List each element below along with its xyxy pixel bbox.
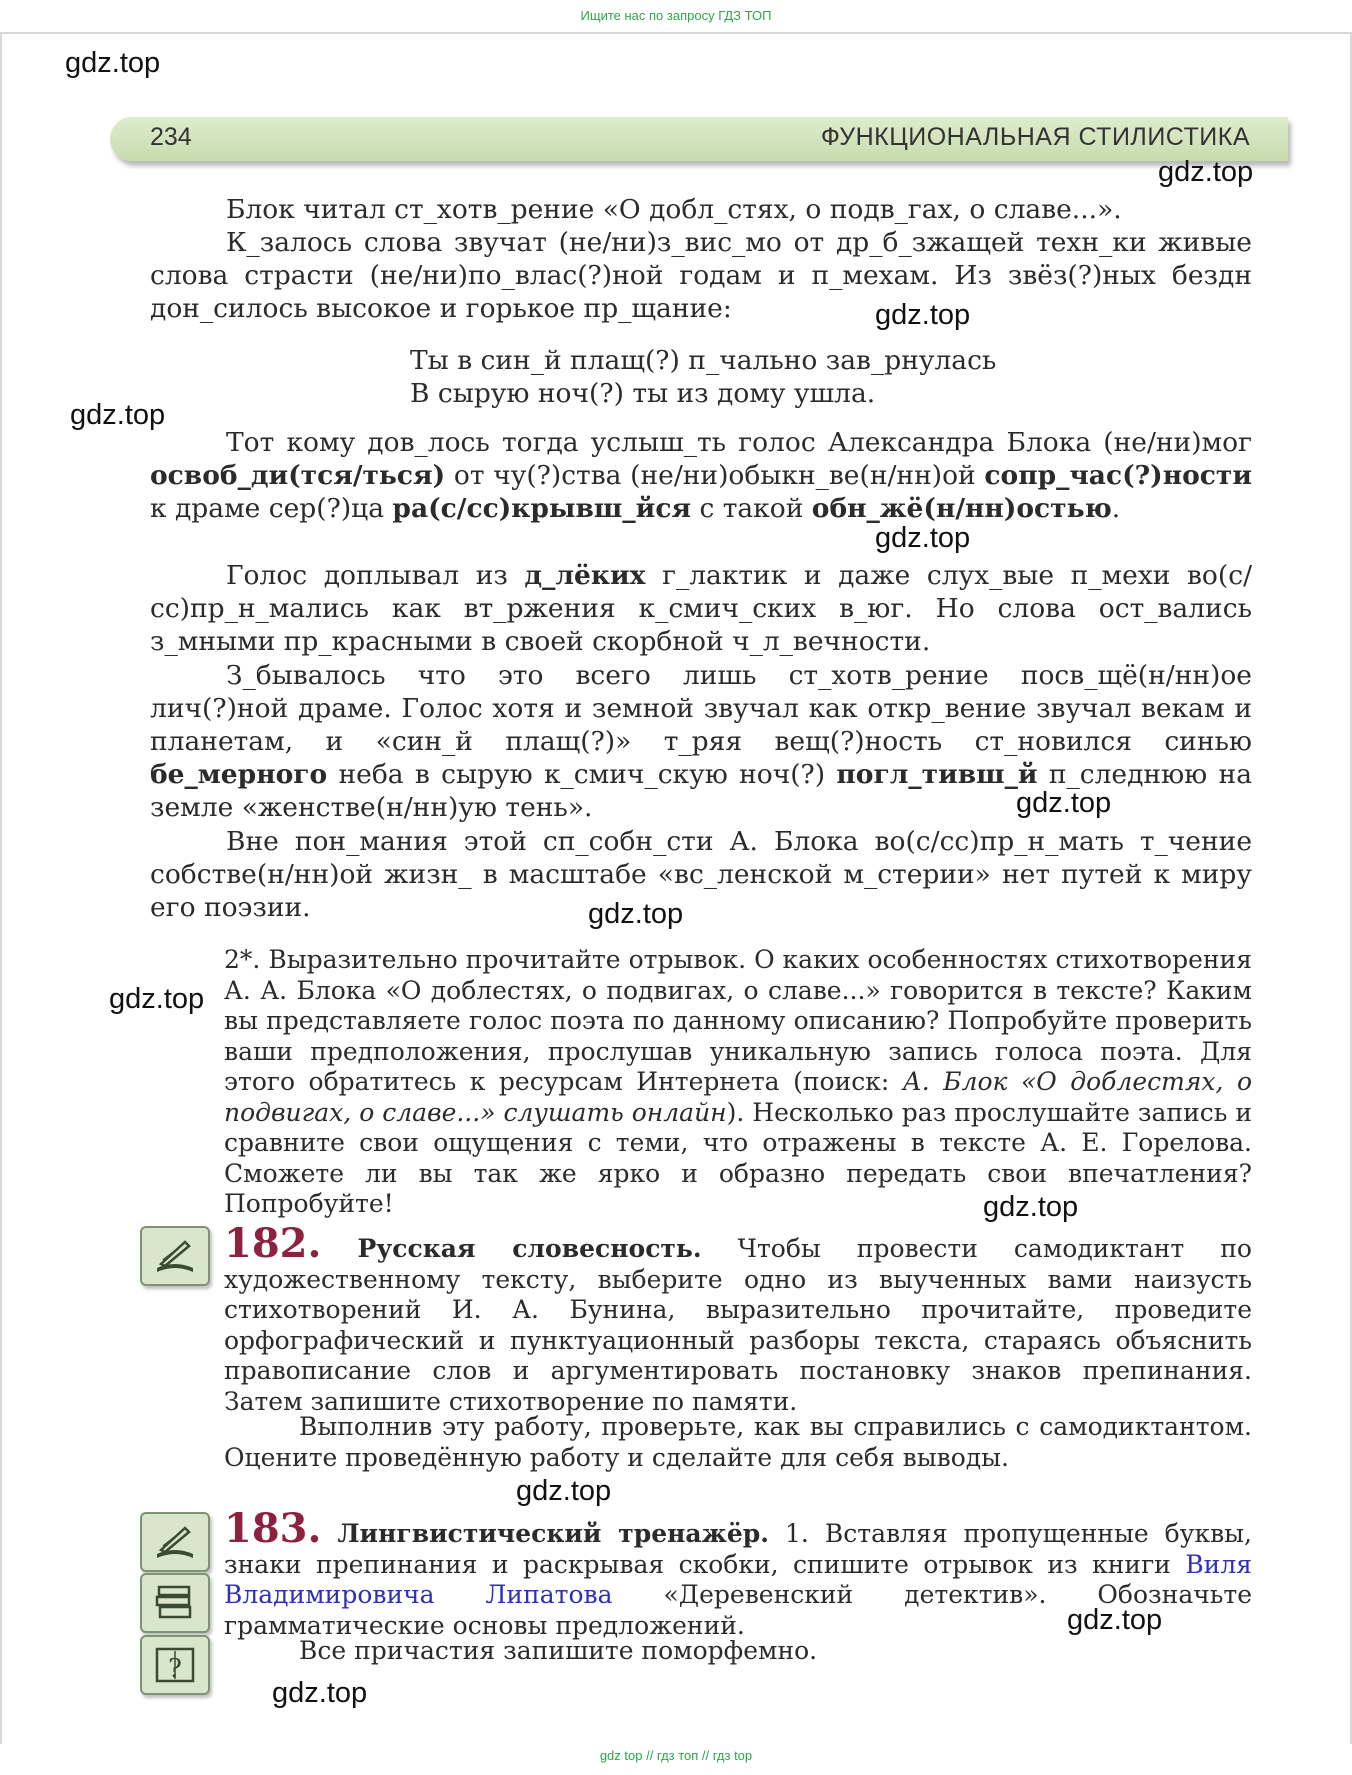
task-2: 2*. Выразительно прочитайте отрывок. О каких особенностях стихотворения А. А. Блока «О доблестях, о подвигах, о славе...» говорится в тексте? Каким вы представляете голос поэта по данному описанию? Попробуйте проверить ваши предположения, прослушав уникальную запись голоса поэта. Для этого обратитесь к ресурсам Интернета (поиск: А. Блок «О доблестях, о подвигах, о славе...» слушать онлайн). Несколько раз прослушайте запись и сравните свои ощущения с теми, что отражены в тексте А. Е. Горелова. Сможете ли вы так же ярко и образно передать свои впечатления? Попробуйте! (224, 945, 1252, 1218)
divider (0, 32, 1352, 34)
page-title: ФУНКЦИОНАЛЬНАЯ СТИЛИСТИКА (820, 123, 1250, 151)
watermark: gdz.top (1158, 156, 1254, 188)
watermark: gdz.top (65, 47, 161, 79)
exercise-183: 183. Лингвистический тренажёр. 1. Вставляя пропущенные буквы, знаки препинания и раскрывая скобки, спишите отрывок из книги Виля Владимировича Липатова «Деревенский детектив». Обозначьте грамматические основы предложений. (224, 1505, 1252, 1640)
watermark: gdz.top (272, 1677, 368, 1709)
text-paragraph: Вне пон_мания этой сп_собн_сти А. Блока во(с/сс)пр_н_мать т_чение собстве(н/нн)ой жизн_ в масштабе «вс_ленской м_стерии» нет путей к миру его поэзии. (150, 826, 1252, 923)
page-header (110, 117, 1288, 161)
text-paragraph: Тот кому дов_лось тогда услыш_ть голос Александра Блока (не/ни)мог освоб_ди(тся/ться) от чу(?)ства (не/ни)обыкн_ве(н/нн)ой сопр_час(?)ности к драме сер(?)ца ра(с/сс)крывш_йся с такой обн_жё(н/нн)остью. (150, 427, 1252, 524)
watermark: gdz.top (875, 299, 971, 331)
page-number: 234 (150, 123, 192, 151)
text-paragraph: К_залось слова звучат (не/ни)з_вис_мо от др_б_зжащей техн_ки живые слова страсти (не/ни)по_влас(?)ной годам и п_мехам. Из звёз(?)ных бездн дон_силось высокое и горькое пр_щание: (150, 227, 1252, 324)
pen-book-icon (140, 1512, 210, 1572)
exercise-182: 182. Русская словесность. Чтобы провести самодиктант по художественному тексту, выберите одно из выученных вами наизусть стихотворений И. А. Бунина, выразительно прочитайте, проведите орфографический и пунктуационный разборы текста, стараясь объяснить правописание слов и аргументировать постановку знаков препинания. Затем запишите стихотворение по памяти. (224, 1220, 1252, 1416)
watermark: gdz.top (109, 983, 205, 1015)
watermark: gdz.top (70, 399, 166, 431)
poem-line: В сырую ноч(?) ты из дому ушла. (410, 378, 876, 409)
svg-text:?: ? (168, 1654, 182, 1684)
divider (0, 34, 2, 1744)
text-paragraph: Блок читал ст_хотв_рение «О добл_стях, о подв_гах, о славе...». (226, 194, 1122, 225)
watermark: gdz.top (588, 898, 684, 930)
exercise-183-part2: Все причастия запишите поморфемно. (299, 1636, 818, 1665)
text-paragraph: З_бывалось что это всего лишь ст_хотв_рение посв_щё(н/нн)ое лич(?)ной драме. Голос хотя и земной звучал как откр_вение звучал векам и планетам, и «син_й плащ(?)» т_ряя вещ(?)ность ст_новился синью бе_мерного неба в сырую к_смич_скую ноч(?) погл_тивш_й п_следнюю на земле «женстве(н/нн)ую тень». (150, 660, 1253, 823)
pen-book-icon (140, 1226, 210, 1286)
watermark: gdz.top (983, 1191, 1079, 1223)
footer-links[interactable]: gdz top // гдз топ // гдз top (599, 1748, 753, 1763)
exercise-182-part2: Выполнив эту работу, проверьте, как вы справились с самодиктантом. Оцените проведённую работу и сделайте для себя выводы. (224, 1412, 1252, 1472)
watermark: gdz.top (1067, 1604, 1163, 1636)
watermark: gdz.top (1016, 787, 1112, 819)
author-link[interactable]: Виля Владимировича Липатова (224, 1549, 1252, 1609)
poem-line: Ты в син_й плащ(?) п_чально зав_рнулась (410, 345, 997, 376)
question-book-icon (140, 1635, 210, 1695)
watermark: gdz.top (516, 1475, 612, 1507)
watermark: gdz.top (875, 522, 971, 554)
top-banner[interactable]: Ищите нас по запросу ГДЗ ТОП (580, 8, 772, 23)
books-icon (140, 1573, 210, 1633)
text-paragraph: Голос доплывал из д_лёких г_лактик и даже слух_вые п_мехи во(с/сс)пр_н_мались как вт_ржения к_смич_ских в_юг. Но слова ост_вались з_мными пр_красными в своей скорбной ч_л_вечности. (150, 560, 1252, 657)
